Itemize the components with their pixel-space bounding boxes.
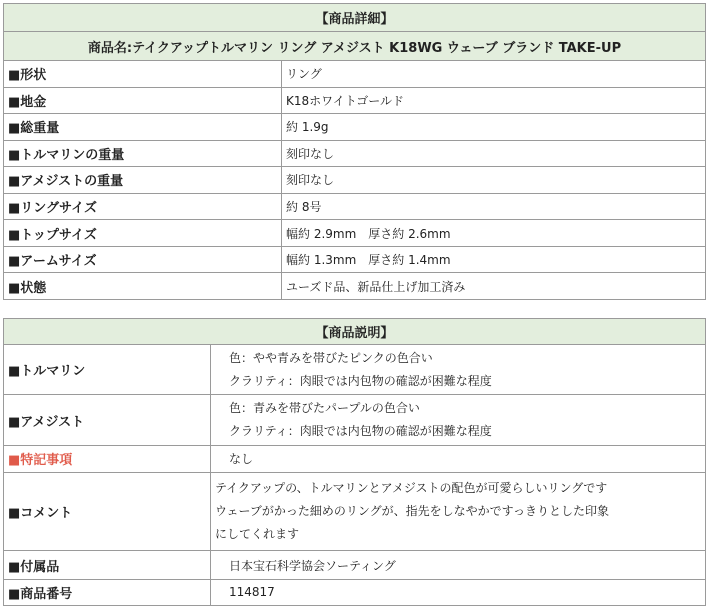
detail-label: ■トップサイズ (4, 220, 282, 247)
desc-row-comment (4, 472, 706, 551)
desc-value: 日本宝石科学協会ソーティング (211, 551, 706, 579)
desc-value (211, 345, 706, 395)
product-name: 商品名:テイクアップトルマリン リング アメジスト K18WG ウェーブ ブランド TAKE-UP (4, 32, 706, 61)
detail-heading: 【商品詳細】 (4, 4, 706, 32)
detail-row-ring-size (4, 193, 706, 220)
detail-label: ■総重量 (4, 114, 282, 141)
detail-row-condition (4, 273, 706, 300)
detail-label: ■地金 (4, 87, 282, 114)
product-detail-table (3, 3, 706, 300)
desc-line: クラリティ：肉眼では内包物の確認が困難な程度 (229, 373, 492, 388)
detail-value: 約 8号 (282, 193, 706, 220)
detail-row-amethyst-weight (4, 167, 706, 194)
detail-value: 刻印なし (282, 140, 706, 167)
desc-label: ■アメジスト (4, 395, 211, 445)
detail-label: ■アームサイズ (4, 246, 282, 273)
desc-value: なし (211, 445, 706, 472)
detail-label: ■アメジストの重量 (4, 167, 282, 194)
special-notes-label: ■特記事項 (4, 445, 211, 472)
detail-label: ■形状 (4, 61, 282, 88)
detail-value: 刻印なし (282, 167, 706, 194)
detail-row-total-weight (4, 114, 706, 141)
detail-row-metal (4, 87, 706, 114)
desc-line: クラリティ：肉眼では内包物の確認が困難な程度 (229, 424, 492, 439)
desc-label: ■コメント (4, 472, 211, 551)
desc-line: にしてくれます (215, 527, 300, 542)
detail-value: 約 1.9g (282, 114, 706, 141)
desc-row-tourmaline (4, 345, 706, 395)
detail-row-top-size (4, 220, 706, 247)
desc-row-number (4, 579, 706, 605)
detail-value: K18ホワイトゴールド (282, 87, 706, 114)
desc-line: 色：やや青みを帯びたピンクの色合い (229, 350, 433, 365)
desc-value: 114817 (211, 579, 706, 605)
detail-value: ユーズド品、新品仕上げ加工済み (282, 273, 706, 300)
detail-row-shape (4, 61, 706, 88)
desc-row-amethyst (4, 395, 706, 445)
detail-value: 幅約 2.9mm 厚さ約 2.6mm (282, 220, 706, 247)
detail-value: 幅約 1.3mm 厚さ約 1.4mm (282, 246, 706, 273)
detail-label: ■トルマリンの重量 (4, 140, 282, 167)
description-heading: 【商品説明】 (4, 319, 706, 345)
detail-row-tourmaline-weight (4, 140, 706, 167)
desc-row-accessory (4, 551, 706, 579)
detail-label: ■状態 (4, 273, 282, 300)
desc-label: ■付属品 (4, 551, 211, 579)
detail-value: リング (282, 61, 706, 88)
desc-label: ■商品番号 (4, 579, 211, 605)
product-description-table (3, 318, 706, 606)
desc-line: テイクアップの、トルマリンとアメジストの配色が可愛らしいリングです (215, 481, 608, 496)
desc-line: 色：青みを帯びたパープルの色合い (229, 401, 420, 416)
desc-line: ウェーブがかった細めのリングが、指先をしなやかですっきりとした印象 (215, 504, 609, 519)
detail-label: ■リングサイズ (4, 193, 282, 220)
desc-row-special (4, 445, 706, 472)
detail-row-arm-size (4, 246, 706, 273)
desc-value (211, 395, 706, 445)
comment-text (211, 472, 706, 551)
desc-label: ■トルマリン (4, 345, 211, 395)
